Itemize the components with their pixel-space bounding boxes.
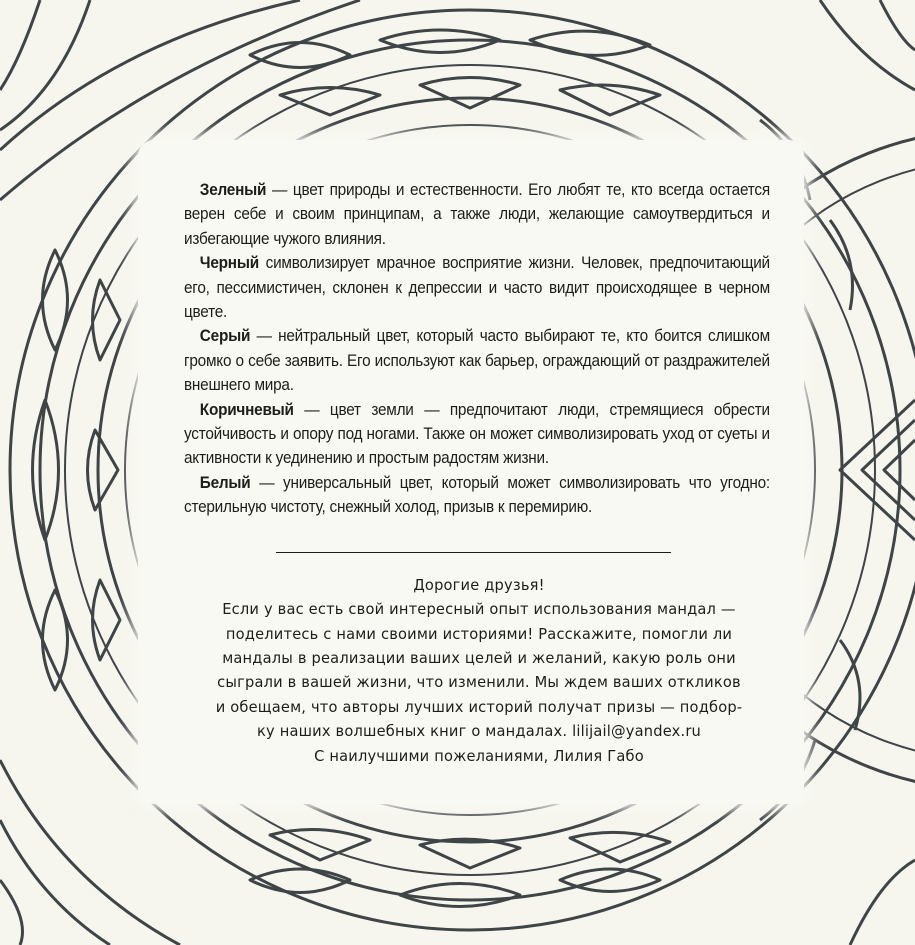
letter-signature: С наилучшими пожеланиями, Лилия Габо	[314, 746, 644, 765]
letter-greeting: Дорогие друзья!	[413, 575, 545, 594]
paragraph-text: — универсальный цвет, который может символизировать что угодно: стерильную чистоту, снежный холод, призыв к перемирию.	[184, 473, 770, 517]
paragraph-text: — нейтральный цвет, который часто выбирают те, кто боится слишком громко о себе заявить. Его используют как барьер, ограждающий от раздражителей внешнего мира.	[184, 327, 770, 395]
term-gray: Серый	[199, 327, 251, 346]
paragraph-brown	[184, 398, 770, 471]
paragraph-text: — цвет земли — предпочитают люди, стремящиеся обрести устойчивость и опору под ногами. Также он может символизировать уход от суеты и активности к уединению и простым радостям жизни.	[184, 400, 770, 468]
paragraph-text: символизирует мрачное восприятие жизни. Человек, предпочитающий его, пессимистичен, склонен к депрессии и часто видит происходящее в черном цвете.	[184, 254, 770, 322]
letter-line: сыграли в вашей жизни, что изменили. Мы ждем ваших откликов	[217, 673, 741, 692]
term-brown: Коричневый	[199, 400, 294, 419]
paragraph-black	[184, 251, 770, 324]
letter-line: поделитесь с нами своими историями! Расскажите, помогли ли	[225, 624, 733, 643]
paragraph-gray	[184, 324, 770, 397]
letter-line: мандалы в реализации ваших целей и желаний, какую роль они	[222, 648, 736, 667]
term-white: Белый	[199, 473, 251, 492]
letter-line: Если у вас есть свой интересный опыт использования мандал —	[222, 600, 736, 619]
paragraph-white	[184, 471, 770, 520]
reader-letter	[199, 573, 760, 768]
text-panel	[138, 140, 804, 804]
term-green: Зеленый	[199, 181, 267, 199]
paragraph-text: — цвет природы и естественности. Его любят те, кто всегда остается верен себе и своим принципам, а также люди, желающие самоутвердиться и избегающие чужого влияния.	[184, 181, 770, 248]
term-black: Черный	[199, 254, 259, 273]
paragraph-green	[184, 178, 770, 251]
divider-line	[276, 552, 671, 553]
letter-line: и обещаем, что авторы лучших историй получат призы — подбор-	[215, 697, 743, 716]
letter-line-with-email: ку наших волшебных книг о мандалах. lilijail@yandex.ru	[257, 722, 701, 741]
